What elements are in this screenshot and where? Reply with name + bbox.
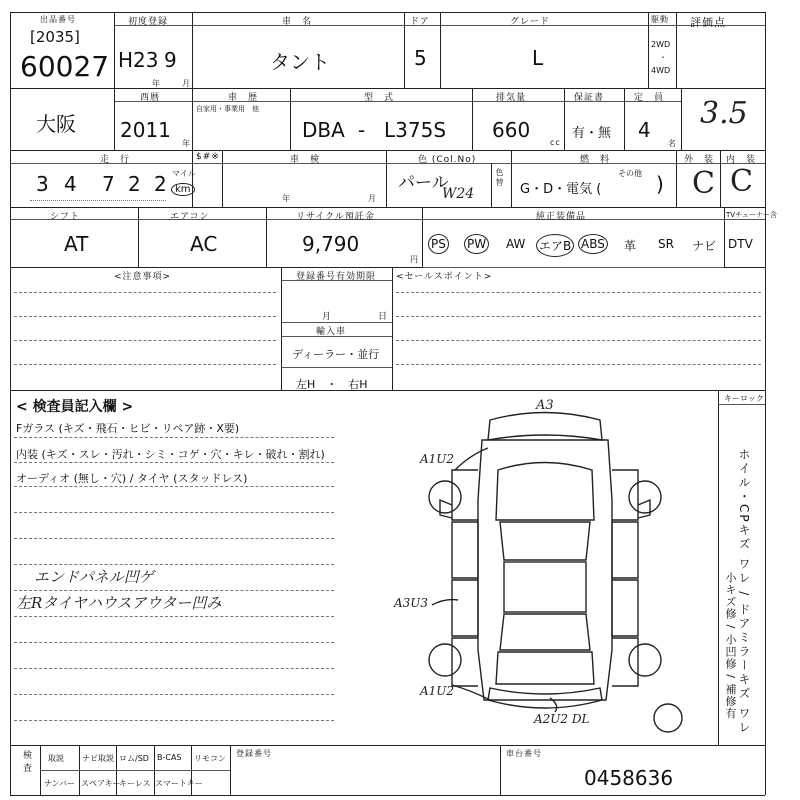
leader-line — [550, 698, 557, 712]
insp-line — [14, 538, 334, 539]
windshield — [500, 522, 590, 560]
footer-item: 取説 — [48, 754, 64, 763]
type-label: 型 式 — [364, 93, 395, 103]
interior-label: 内 装 — [726, 155, 757, 165]
right-rear-fender — [612, 638, 638, 686]
audio-tire-line: オーディオ (無し・穴) / タイヤ (スタッドレス) — [16, 472, 248, 485]
type-dash: - — [358, 118, 366, 142]
rating-value: 3.5 — [700, 96, 748, 131]
footer-top — [10, 745, 765, 746]
lot-number: 60027 — [20, 50, 110, 83]
footer-div6 — [500, 745, 501, 795]
r3-div6 — [676, 150, 677, 207]
leader-line — [452, 685, 490, 700]
left-front-door — [452, 522, 478, 578]
sales-line — [396, 364, 761, 365]
mileage-label: 走 行 — [100, 155, 131, 165]
leader-line — [432, 600, 458, 605]
left-front-fender — [452, 470, 478, 520]
cc-label: 排気量 — [496, 93, 527, 103]
r3-div2 — [222, 150, 223, 207]
notes-bottom — [10, 390, 765, 391]
equip-leather: 革 — [624, 239, 637, 253]
insp-line — [14, 720, 334, 721]
body-outline — [478, 440, 612, 700]
shift-value: AT — [64, 232, 89, 256]
grade-label: グレード — [510, 17, 551, 27]
caution-line — [14, 364, 276, 365]
mark-left-rear: A1U2 — [420, 684, 455, 698]
model-name: タント — [270, 50, 330, 74]
caution-label: <注意事項> — [114, 272, 172, 282]
footer-item: キーレス — [119, 779, 151, 788]
first-reg-label: 初度登録 — [128, 17, 169, 27]
right-rear-door — [612, 580, 638, 636]
doors-label: ドア — [410, 17, 430, 27]
caution-line — [14, 340, 276, 341]
import-label: 輸入車 — [316, 327, 347, 337]
chassis-number: 0458636 — [584, 766, 674, 790]
footer-item: ナビ取説 — [82, 754, 114, 763]
footer-item: B-CAS — [157, 753, 182, 762]
insp-line — [14, 642, 334, 643]
right-mirror — [638, 500, 650, 518]
dealer-option: ディーラー・並行 — [292, 348, 380, 361]
notes-div1 — [281, 267, 282, 390]
location: 大阪 — [36, 112, 76, 136]
sales-line — [396, 292, 761, 293]
spare-tire — [654, 704, 682, 732]
fuel-label: 燃 料 — [580, 155, 611, 165]
drive-4wd: 4WD — [651, 66, 671, 75]
r2-div6 — [624, 88, 625, 150]
rating-label: 評価点 — [690, 16, 726, 29]
interior-grade: C — [730, 164, 753, 199]
r1-div2 — [192, 12, 193, 88]
model-year: 2011 — [120, 118, 171, 142]
footer-item: ナンバー — [44, 779, 76, 788]
r3-div3 — [386, 150, 387, 207]
r4-equip-bottom — [422, 267, 724, 268]
footer-item: リモコン — [194, 754, 226, 763]
row1-bottom — [10, 88, 765, 89]
r1-div6 — [676, 12, 677, 88]
history-label: 車 歴 — [228, 93, 259, 103]
steering-option: 左H ・ 右H — [296, 378, 368, 391]
mileage-digit: 7 — [102, 172, 115, 196]
front-bumper — [488, 413, 602, 441]
note-rear-tire-house: 左Rタイヤハウスアウター凹み — [16, 594, 222, 612]
frame-left — [10, 12, 11, 795]
recycle-value: 9,790 — [302, 232, 360, 256]
inspection-label: 車 検 — [290, 155, 321, 165]
fuel-other: その他 — [618, 169, 642, 178]
mark-front-bumper: A3 — [536, 398, 554, 413]
aircon-label: エアコン — [170, 212, 210, 222]
reg-expiry-label: 登録番号有効期限 — [296, 272, 377, 282]
footer-mid — [40, 770, 230, 771]
tire-rear-right — [629, 644, 661, 676]
doors-value: 5 — [414, 46, 427, 70]
equip-aw: AW — [506, 237, 526, 251]
insp-tsuki: 月 — [368, 194, 377, 203]
color-code: W24 — [442, 186, 475, 202]
color-change-label: 色替 — [495, 168, 504, 188]
unit-km: km — [171, 183, 195, 196]
notes-import-top — [281, 322, 392, 323]
row3-bottom — [10, 207, 765, 208]
sheet-code: [2035] — [30, 28, 80, 46]
inspector-title: < 検査員記入欄 > — [16, 399, 134, 415]
r2-div7 — [681, 88, 682, 150]
reg-nichi: 日 — [378, 312, 389, 322]
sales-line — [396, 340, 761, 341]
year-label: 西暦 — [140, 93, 161, 103]
r2-div5 — [564, 88, 565, 150]
drive-label: 駆動 — [651, 15, 669, 24]
equipment-row — [422, 222, 765, 266]
r2-div3 — [290, 88, 291, 150]
footer-item: スマートキー — [155, 779, 203, 788]
grade-value: L — [532, 46, 544, 70]
frame-top — [10, 12, 765, 13]
equip-airbag — [536, 234, 574, 257]
note-end-panel: エンドパネル凹ゲ — [34, 568, 154, 586]
type-code: L375S — [384, 118, 447, 142]
year-unit: 年 — [182, 139, 191, 148]
r4-div2 — [266, 207, 267, 267]
interior-line: 内装 (キズ・スレ・汚れ・シミ・コゲ・穴・キレ・破れ・割れ) — [16, 448, 325, 461]
capacity-value: 4 — [638, 118, 651, 142]
footer-item: スペアキー — [81, 779, 121, 788]
capacity-label: 定 員 — [634, 93, 665, 103]
exterior-grade: C — [692, 166, 715, 201]
r2-div4 — [472, 88, 473, 150]
r1-div1 — [114, 12, 115, 88]
sales-point-label: <セールスポイント> — [396, 272, 493, 282]
r3-div7 — [720, 150, 721, 207]
footer-item: ロム/SD — [119, 754, 149, 763]
insp-line — [14, 437, 334, 438]
right-front-fender — [612, 470, 638, 520]
fuel-value: G・D・電気 ( — [520, 182, 602, 197]
notes-div2 — [392, 267, 393, 390]
reg-tsuki: 月 — [322, 312, 333, 322]
rear-bumper — [488, 688, 602, 708]
insp-line — [14, 564, 334, 565]
keylock-band — [718, 404, 765, 405]
mileage-digit: 2 — [154, 172, 167, 196]
insp-nen: 年 — [282, 194, 291, 203]
first-reg-month: 9 — [164, 48, 177, 72]
tsuki-label: 月 — [182, 79, 191, 88]
color-value: パール — [398, 173, 449, 193]
keylock-label: キーロック — [724, 394, 764, 403]
equip-ps — [428, 234, 449, 254]
mileage-digit: 4 — [64, 172, 77, 196]
leader-line — [455, 448, 488, 470]
insp-line — [14, 668, 334, 669]
equip-pw — [464, 234, 489, 254]
row4-label-band — [10, 219, 765, 220]
capacity-unit: 名 — [668, 139, 677, 148]
r1-div3 — [404, 12, 405, 88]
hood — [496, 463, 594, 521]
exterior-label: 外 装 — [684, 155, 715, 165]
chassis-label: 車台番号 — [506, 749, 542, 758]
insp-line — [14, 512, 334, 513]
equip-sr: SR — [658, 237, 674, 251]
left-rear-fender — [452, 638, 478, 686]
odo-change-label: $#※ — [196, 152, 220, 162]
equip-navi: ナビ — [692, 239, 717, 253]
keylock-div — [718, 390, 719, 745]
history-note: 自家用・事業用 他 — [196, 105, 259, 113]
fuel-close: ) — [656, 172, 664, 196]
tire-front-left — [429, 481, 461, 513]
r1-div4 — [440, 12, 441, 88]
equip-item: PS — [428, 234, 449, 254]
insp-line — [14, 694, 334, 695]
equip-item: ABS — [578, 234, 608, 254]
r4-div1 — [138, 207, 139, 267]
damage-legend-2: 小キズ修 / 小凹修 / 補修有 — [724, 572, 737, 720]
drive-2wd: 2WD — [651, 40, 671, 49]
color-label: 色 (Col.No) — [418, 155, 477, 165]
row2-bottom — [10, 150, 765, 151]
nen-label: 年 — [152, 79, 161, 88]
r2-div1 — [114, 88, 115, 150]
check-label: 検査 — [21, 750, 31, 776]
sales-line — [396, 316, 761, 317]
tuner-label: TVチューナー含 — [726, 211, 777, 219]
insp-line — [14, 616, 334, 617]
damage-legend: ホイル・CPキズ ワレ / ドアミラーキズ ワレ — [737, 448, 751, 735]
insp-line — [14, 462, 334, 463]
equip-label: 純正装備品 — [536, 212, 587, 222]
frame-bottom — [10, 795, 765, 796]
recycle-unit: 円 — [410, 255, 419, 264]
mark-left-rear-door: A3U3 — [394, 596, 429, 610]
footer-div5 — [230, 745, 231, 795]
frame-right — [765, 12, 766, 795]
displacement: 660 — [492, 118, 531, 142]
equip-dtv: DTV — [728, 237, 753, 251]
left-mirror — [440, 500, 452, 518]
r3-div5 — [511, 150, 512, 207]
mileage-underline — [30, 200, 166, 201]
mark-rear-bumper: A2U2 DL — [534, 712, 590, 726]
r1-div5 — [648, 12, 649, 88]
unit-mile: マイル — [172, 169, 196, 178]
shift-label: シフト — [50, 212, 81, 222]
rear-gate — [496, 652, 594, 684]
r3-div4 — [491, 163, 492, 207]
recycle-label: リサイクル預託金 — [296, 212, 375, 222]
model-name-label: 車 名 — [282, 17, 313, 27]
equip-abs — [578, 234, 608, 254]
first-reg-era: H23 — [118, 48, 159, 72]
reg-number-label: 登録番号 — [236, 749, 272, 758]
equip-item: エアB — [536, 234, 574, 257]
auction-label: 出品番号 — [40, 15, 76, 24]
equip-item: PW — [464, 234, 489, 254]
r2-div2 — [192, 88, 193, 150]
type-prefix: DBA — [302, 118, 345, 142]
insp-line — [14, 590, 334, 591]
windshield-line: Fガラス (キズ・飛石・ヒビ・リペア跡・X要) — [16, 422, 240, 435]
tire-front-right — [629, 481, 661, 513]
tire-rear-left — [429, 644, 461, 676]
roof — [504, 562, 586, 612]
right-front-door — [612, 522, 638, 578]
caution-line — [14, 292, 276, 293]
insp-line — [14, 486, 334, 487]
mark-left-front: A1U2 — [420, 452, 455, 466]
caution-line — [14, 316, 276, 317]
drive-dot: ・ — [659, 53, 668, 62]
mileage-digit: 3 — [36, 172, 49, 196]
mileage-digit: 2 — [128, 172, 141, 196]
left-rear-door — [452, 580, 478, 636]
rear-glass — [500, 614, 590, 650]
aircon-value: AC — [190, 232, 218, 256]
notes-steer-top — [281, 367, 392, 368]
cc-unit: cc — [550, 138, 561, 147]
warranty-value: 有・無 — [572, 126, 612, 141]
warranty-label: 保証書 — [574, 93, 605, 103]
